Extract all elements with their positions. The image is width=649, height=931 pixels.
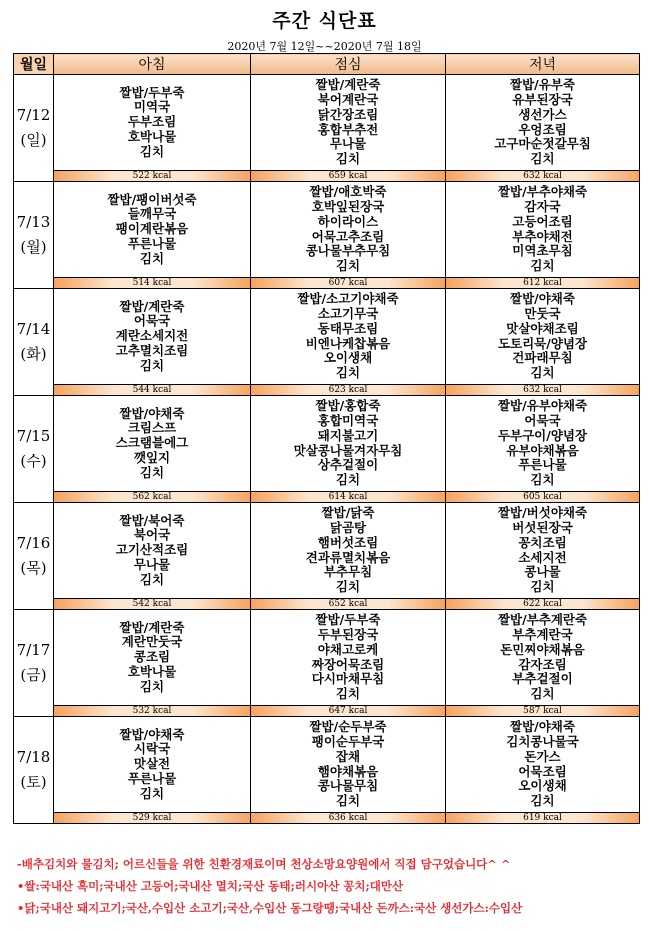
menu-item: 들깨무국 xyxy=(127,206,177,222)
menu-item: 햄버섯조림 xyxy=(317,534,379,550)
menu-item: 어묵조림 xyxy=(518,763,567,779)
day-date: 7/15 xyxy=(16,427,51,445)
breakfast-kcal: 529 kcal xyxy=(54,813,251,824)
lunch-cell xyxy=(251,503,446,599)
day-date: 7/14 xyxy=(16,320,51,338)
breakfast-cell xyxy=(54,182,251,278)
day-date: 7/13 xyxy=(16,213,51,231)
menu-item: 무나물 xyxy=(329,136,367,152)
lunch-cell xyxy=(251,610,446,706)
page-title: 주간 식단표 xyxy=(272,10,377,32)
kcal-row xyxy=(14,599,640,610)
menu-item: 콩나물부추무침 xyxy=(305,243,391,259)
day-cell xyxy=(14,396,54,503)
menu-item: 콩조림 xyxy=(133,649,171,665)
kcal-row xyxy=(14,278,640,289)
menu-item: 부추계란국 xyxy=(512,626,573,642)
day-cell xyxy=(14,503,54,610)
notes xyxy=(17,853,637,919)
menu-item: 짜장어묵조림 xyxy=(311,656,385,672)
day-cell xyxy=(14,717,54,824)
menu-item: 돈민찌야채볶음 xyxy=(500,641,585,657)
menu-item: 잡채 xyxy=(335,748,361,764)
day-cell xyxy=(14,289,54,396)
menu-item: 김치 xyxy=(530,472,555,488)
menu-item: 짤밥/야채죽 xyxy=(510,719,575,735)
menu-item: 김치 xyxy=(530,686,555,702)
breakfast-cell xyxy=(54,289,251,385)
menu-item: 고기산적조림 xyxy=(115,542,189,558)
day-row xyxy=(14,610,640,706)
menu-item: 푸른나물 xyxy=(127,770,177,786)
weekly-menu-table xyxy=(13,53,640,824)
day-date: 7/16 xyxy=(16,534,51,552)
breakfast-kcal: 542 kcal xyxy=(54,599,251,610)
lunch-kcal: 636 kcal xyxy=(251,813,446,824)
dinner-kcal: 632 kcal xyxy=(446,385,640,396)
menu-item: 김치 xyxy=(530,579,555,595)
breakfast-kcal: 562 kcal xyxy=(54,492,251,503)
menu-item: 김치 xyxy=(335,472,361,488)
dinner-cell xyxy=(446,717,640,813)
menu-item: 스크램블에그 xyxy=(115,435,189,451)
menu-item: 김치 xyxy=(139,785,165,801)
lunch-cell xyxy=(251,289,446,385)
lunch-kcal: 652 kcal xyxy=(251,599,446,610)
menu-item: 감자국 xyxy=(524,198,561,214)
menu-item: 김치 xyxy=(139,571,165,587)
menu-item: 버섯된장국 xyxy=(512,519,573,535)
menu-item: 북어국 xyxy=(133,527,171,543)
menu-item: 팽이순두부국 xyxy=(311,733,385,749)
breakfast-cell xyxy=(54,717,251,813)
menu-item: 동태무조림 xyxy=(317,320,379,336)
menu-item: 짤밥/북어죽 xyxy=(119,512,185,528)
lunch-cell xyxy=(251,75,446,171)
menu-item: 오이생채 xyxy=(323,350,373,366)
day-row xyxy=(14,75,640,171)
kcal-row xyxy=(14,492,640,503)
day-row xyxy=(14,503,640,599)
menu-item: 만둣국 xyxy=(524,305,561,321)
menu-item: 호박나물 xyxy=(127,663,177,679)
menu-item: 유부야채볶음 xyxy=(506,442,579,458)
day-date: 7/18 xyxy=(16,748,51,766)
menu-item: 계란만둣국 xyxy=(121,634,183,650)
menu-item: 짤밥/야채죽 xyxy=(119,405,185,421)
menu-item: 햄야채볶음 xyxy=(317,763,379,779)
menu-item: 짤밥/버섯야채죽 xyxy=(497,505,588,521)
lunch-kcal: 623 kcal xyxy=(251,385,446,396)
note-line: •닭;국내산 돼지고기;국산,수입산 소고기;국산,수입산 동그랑땡;국내산 돈까스:국산 생선가스:수입산 xyxy=(17,901,523,915)
lunch-cell xyxy=(251,396,446,492)
kcal-row xyxy=(14,385,640,396)
menu-item: 닭간장조림 xyxy=(317,106,379,122)
menu-item: 짤밥/유부야채죽 xyxy=(497,398,588,414)
day-weekday: (금) xyxy=(20,666,47,684)
menu-item: 고등어조림 xyxy=(512,213,573,229)
menu-item: 김치 xyxy=(335,686,361,702)
breakfast-kcal: 522 kcal xyxy=(54,171,251,182)
menu-item: 김치 xyxy=(335,793,361,809)
menu-item: 짤밥/부추계란죽 xyxy=(497,612,588,628)
menu-item: 짤밥/야채죽 xyxy=(119,726,185,742)
menu-item: 호박잎된장국 xyxy=(311,198,385,214)
breakfast-kcal: 514 kcal xyxy=(54,278,251,289)
menu-item: 맛살야채조림 xyxy=(506,320,579,336)
menu-item: 짤밥/두부죽 xyxy=(315,612,381,628)
menu-item: 김치 xyxy=(139,678,165,694)
menu-item: 김치콩나물국 xyxy=(506,733,579,749)
menu-item: 홍합미역국 xyxy=(317,412,379,428)
menu-item: 짤밥/홍합죽 xyxy=(315,398,381,414)
day-cell xyxy=(14,610,54,717)
menu-item: 상추겉절이 xyxy=(317,457,379,473)
menu-item: 짤밥/소고기야채죽 xyxy=(297,291,399,307)
menu-item: 김치 xyxy=(335,151,361,167)
day-date: 7/17 xyxy=(16,641,51,659)
menu-item: 고구마순젓갈무침 xyxy=(494,136,591,152)
menu-item: 김치 xyxy=(139,357,165,373)
breakfast-cell xyxy=(54,75,251,171)
menu-item: 김치 xyxy=(530,793,555,809)
day-weekday: (월) xyxy=(20,238,47,256)
menu-item: 짤밥/두부죽 xyxy=(119,84,185,100)
dinner-cell xyxy=(446,289,640,385)
menu-item: 다시마채무침 xyxy=(311,671,385,687)
menu-item: 짤밥/부추야채죽 xyxy=(497,184,588,200)
menu-item: 부추겉절이 xyxy=(512,671,573,687)
breakfast-cell xyxy=(54,396,251,492)
lunch-kcal: 614 kcal xyxy=(251,492,446,503)
dinner-cell xyxy=(446,396,640,492)
breakfast-kcal: 532 kcal xyxy=(54,706,251,717)
kcal-row xyxy=(14,813,640,824)
dinner-kcal: 587 kcal xyxy=(446,706,640,717)
kcal-row xyxy=(14,706,640,717)
breakfast-cell xyxy=(54,610,251,706)
menu-item: 푸른나물 xyxy=(127,235,177,251)
menu-item: 짤밥/야채죽 xyxy=(510,291,575,307)
menu-item: 팽이계란볶음 xyxy=(115,221,189,237)
menu-item: 맛살전 xyxy=(133,756,171,772)
dinner-kcal: 632 kcal xyxy=(446,171,640,182)
day-cell xyxy=(14,182,54,289)
day-date: 7/12 xyxy=(16,106,51,124)
menu-item: 고추멸치조림 xyxy=(115,342,189,358)
menu-item: 콩나물 xyxy=(524,564,561,580)
day-weekday: (수) xyxy=(20,452,47,470)
menu-item: 오이생채 xyxy=(518,778,567,794)
lunch-cell xyxy=(251,717,446,813)
menu-item: 미역초무침 xyxy=(512,243,573,259)
lunch-kcal: 607 kcal xyxy=(251,278,446,289)
header-dinner: 저녁 xyxy=(446,54,640,75)
menu-item: 짤밥/애호박죽 xyxy=(309,184,387,200)
menu-item: 야채고로케 xyxy=(317,641,379,657)
menu-item: 김치 xyxy=(139,250,165,266)
menu-item: 부추무침 xyxy=(323,564,373,580)
menu-item: 짤밥/순두부죽 xyxy=(309,719,387,735)
dinner-cell xyxy=(446,182,640,278)
day-row xyxy=(14,182,640,278)
menu-item: 하이라이스 xyxy=(317,213,379,229)
header-day: 월일 xyxy=(14,54,54,75)
day-weekday: (화) xyxy=(20,345,47,363)
menu-item: 크림스프 xyxy=(127,420,177,436)
lunch-cell xyxy=(251,182,446,278)
dinner-cell xyxy=(446,503,640,599)
menu-item: 맛살콩나물겨자무침 xyxy=(293,442,403,458)
menu-item: 짤밥/계란죽 xyxy=(119,619,185,635)
day-cell xyxy=(14,75,54,182)
dinner-kcal: 622 kcal xyxy=(446,599,640,610)
menu-item: 돼지불고기 xyxy=(317,427,379,443)
menu-item: 짤밥/유부죽 xyxy=(510,77,575,93)
breakfast-kcal: 544 kcal xyxy=(54,385,251,396)
menu-item: 무나물 xyxy=(133,556,171,572)
menu-item: 건파래무침 xyxy=(512,350,573,366)
menu-item: 푸른나물 xyxy=(518,457,567,473)
dinner-cell xyxy=(446,610,640,706)
menu-item: 생선가스 xyxy=(518,106,567,122)
menu-item: 짤밥/닭죽 xyxy=(321,505,375,521)
menu-item: 닭곰탕 xyxy=(329,519,367,535)
menu-item: 홍합부추전 xyxy=(317,121,379,137)
note-line: •쌀:국내산 흑미;국내산 고등어;국내산 멸치;국산 동태;러시아산 꽁치;대만산 xyxy=(17,879,404,893)
menu-item: 두부된장국 xyxy=(317,626,379,642)
note-line: -배추김치와 물김치; 어르신들을 위한 친환경재료이며 천상소망요양원에서 직접 담구었습니다^ ^ xyxy=(17,857,511,871)
menu-item: 미역국 xyxy=(133,99,171,115)
menu-item: 견과류멸치볶음 xyxy=(305,549,391,565)
menu-item: 두부조림 xyxy=(127,114,177,130)
menu-item: 김치 xyxy=(139,464,165,480)
menu-item: 소세지전 xyxy=(518,549,567,565)
menu-item: 김치 xyxy=(530,365,555,381)
menu-item: 북어계란국 xyxy=(317,91,379,107)
menu-item: 우엉조림 xyxy=(518,121,567,137)
header-lunch: 점심 xyxy=(251,54,446,75)
menu-item: 계란소세지전 xyxy=(115,328,189,344)
menu-item: 어묵국 xyxy=(133,313,171,329)
menu-item: 어묵고추조림 xyxy=(311,228,385,244)
day-row xyxy=(14,289,640,385)
dinner-kcal: 612 kcal xyxy=(446,278,640,289)
breakfast-cell xyxy=(54,503,251,599)
menu-item: 호박나물 xyxy=(127,128,177,144)
menu-item: 부추야채전 xyxy=(512,228,573,244)
menu-item: 도토리묵/양념장 xyxy=(497,335,588,351)
lunch-kcal: 647 kcal xyxy=(251,706,446,717)
menu-item: 감자조림 xyxy=(518,656,567,672)
menu-item: 깻잎지 xyxy=(133,449,171,465)
day-row xyxy=(14,717,640,813)
menu-item: 김치 xyxy=(530,151,555,167)
dinner-kcal: 605 kcal xyxy=(446,492,640,503)
menu-item: 김치 xyxy=(335,365,361,381)
menu-item: 어묵국 xyxy=(524,412,561,428)
menu-item: 비엔나케찹볶음 xyxy=(305,335,391,351)
menu-item: 소고기무국 xyxy=(317,305,379,321)
menu-item: 꽁치조림 xyxy=(518,534,567,550)
menu-item: 짤밥/계란죽 xyxy=(119,298,185,314)
day-weekday: (목) xyxy=(20,559,47,577)
day-weekday: (일) xyxy=(20,131,47,149)
header-breakfast: 아침 xyxy=(54,54,251,75)
day-weekday: (토) xyxy=(20,773,47,791)
menu-body xyxy=(14,75,640,824)
lunch-kcal: 659 kcal xyxy=(251,171,446,182)
kcal-row xyxy=(14,171,640,182)
menu-item: 짤밥/팽이버섯죽 xyxy=(107,191,197,207)
menu-period: 2020년 7월 12일~~2020년 7월 18일 xyxy=(227,40,422,53)
menu-item: 김치 xyxy=(530,258,555,274)
menu-item: 김치 xyxy=(335,579,361,595)
menu-item: 김치 xyxy=(335,258,361,274)
menu-item: 유부된장국 xyxy=(512,91,573,107)
menu-item: 콩나물무침 xyxy=(317,778,379,794)
menu-item: 두부구이/양념장 xyxy=(497,427,588,443)
menu-item: 김치 xyxy=(139,143,165,159)
dinner-cell xyxy=(446,75,640,171)
day-row xyxy=(14,396,640,492)
menu-item: 시락국 xyxy=(133,741,171,757)
menu-item: 짤밥/계란죽 xyxy=(315,77,381,93)
menu-item: 돈가스 xyxy=(524,748,561,764)
dinner-kcal: 619 kcal xyxy=(446,813,640,824)
